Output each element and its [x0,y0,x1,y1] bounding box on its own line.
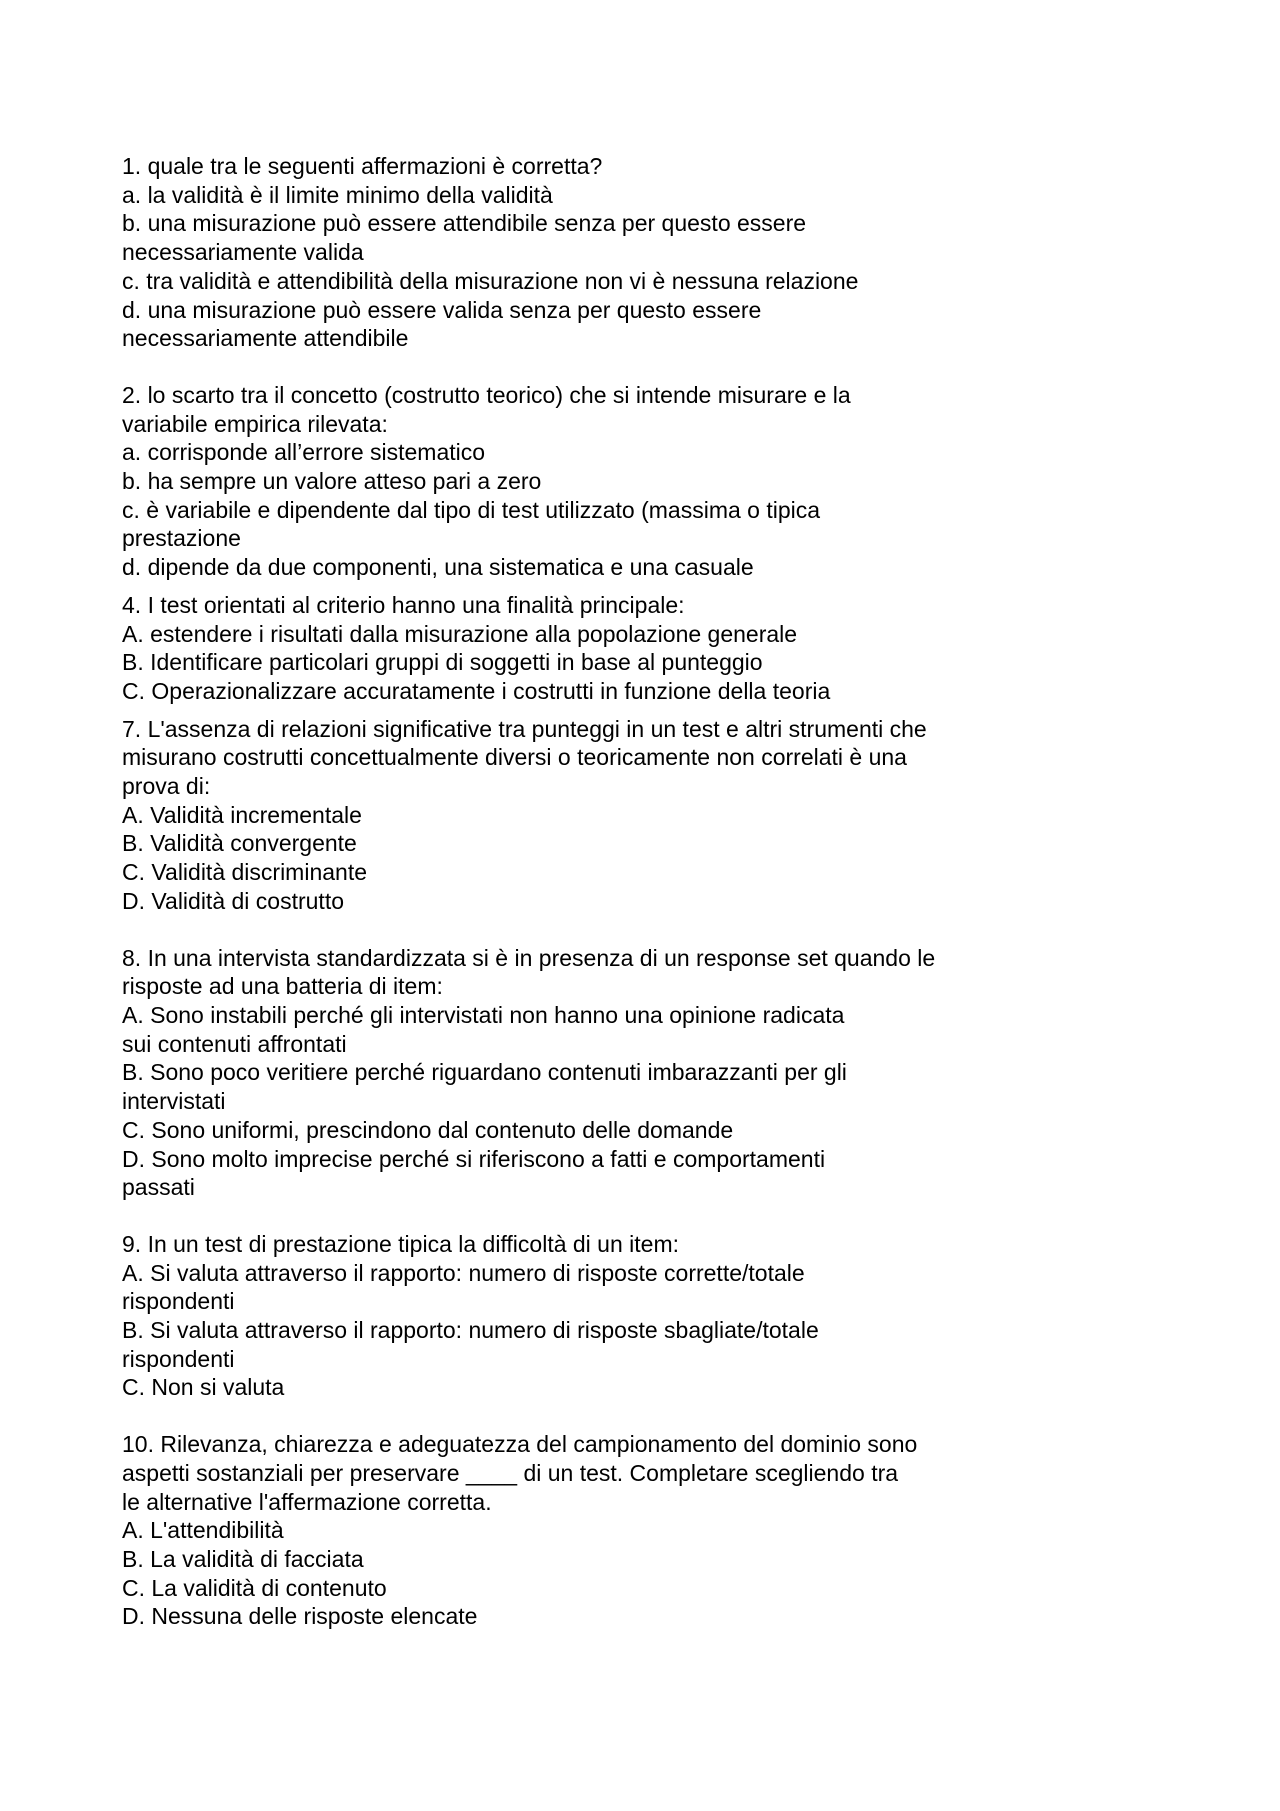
question-1-option-d-cont: necessariamente attendibile [122,325,409,352]
spacer [122,706,1122,715]
question-2 [122,381,1122,582]
question-2-prompt: 2. lo scarto tra il concetto (costrutto teorico) che si intende misurare e la [122,381,851,408]
question-10-option-d: D. Nessuna delle risposte elencate [122,1603,478,1630]
question-1-option-b: b. una misurazione può essere attendibile senza per questo essere [122,210,807,237]
question-1-prompt: 1. quale tra le seguenti affermazioni è corretta? [122,153,603,179]
question-8-option-d: D. Sono molto imprecise perché si riferiscono a fatti e comportamenti [122,1145,826,1172]
question-2-option-a: a. corrisponde all’errore sistematico [122,439,486,466]
question-1-option-d: d. una misurazione può essere valida senza per questo essere [122,296,762,323]
spacer [122,1202,1122,1230]
question-7-option-a: A. Validità incrementale [122,801,362,828]
spacer [122,353,1122,381]
spacer [122,582,1122,591]
question-4 [122,591,1122,706]
question-4-option-c: C. Operazionalizzare accuratamente i costrutti in funzione della teoria [122,677,831,704]
question-8 [122,944,1122,1202]
question-8-option-b: B. Sono poco veritiere perché riguardano contenuti imbarazzanti per gli [122,1059,847,1086]
spacer [122,1402,1122,1430]
question-10-prompt-cont-1: aspetti sostanziali per preservare ____ di un test. Completare scegliendo tra [122,1459,899,1486]
question-7-prompt-cont-1: misurano costrutti concettualmente diversi o teoricamente non correlati è una [122,744,907,771]
question-9-option-a: A. Si valuta attraverso il rapporto: numero di risposte corrette/totale [122,1259,805,1286]
question-7-prompt-cont-2: prova di: [122,773,211,800]
question-2-option-d: d. dipende da due componenti, una sistematica e una casuale [122,554,754,581]
question-9-option-a-cont: rispondenti [122,1288,235,1315]
question-1-option-b-cont: necessariamente valida [122,239,364,266]
question-10-prompt-cont-2: le alternative l'affermazione corretta. [122,1488,492,1515]
question-4-prompt: 4. I test orientati al criterio hanno una finalità principale: [122,591,685,618]
question-2-prompt-cont: variabile empirica rilevata: [122,410,388,437]
question-10-option-b: B. La validità di facciata [122,1545,364,1572]
question-1 [122,152,1122,353]
question-10-option-c: C. La validità di contenuto [122,1574,387,1601]
question-8-option-c: C. Sono uniformi, prescindono dal contenuto delle domande [122,1116,734,1143]
question-9-option-c: C. Non si valuta [122,1374,285,1401]
question-8-option-d-cont: passati [122,1174,195,1201]
question-7 [122,715,1122,916]
question-7-option-b: B. Validità convergente [122,830,357,857]
question-2-option-c: c. è variabile e dipendente dal tipo di test utilizzato (massima o tipica [122,496,821,523]
question-2-option-b: b. ha sempre un valore atteso pari a zero [122,468,542,495]
question-8-prompt: 8. In una intervista standardizzata si è in presenza di un response set quando le [122,944,936,971]
spacer [122,916,1122,944]
question-9-option-b: B. Si valuta attraverso il rapporto: numero di risposte sbagliate/totale [122,1317,819,1344]
question-10 [122,1430,1122,1631]
question-10-prompt: 10. Rilevanza, chiarezza e adeguatezza del campionamento del dominio sono [122,1431,918,1458]
question-4-option-a: A. estendere i risultati dalla misurazione alla popolazione generale [122,620,798,647]
question-10-option-a: A. L'attendibilità [122,1517,284,1544]
question-8-option-a-cont: sui contenuti affrontati [122,1030,347,1057]
question-1-option-a: a. la validità è il limite minimo della validità [122,181,553,208]
question-9 [122,1230,1122,1402]
question-8-option-b-cont: intervistati [122,1088,226,1115]
question-8-prompt-cont: risposte ad una batteria di item: [122,973,443,1000]
question-7-option-d: D. Validità di costrutto [122,887,345,914]
document-body [122,152,1122,1631]
question-2-option-c-cont: prestazione [122,525,241,552]
question-7-option-c: C. Validità discriminante [122,859,368,886]
question-4-option-b: B. Identificare particolari gruppi di soggetti in base al punteggio [122,649,763,676]
question-9-prompt: 9. In un test di prestazione tipica la difficoltà di un item: [122,1230,679,1257]
question-7-prompt: 7. L'assenza di relazioni significative tra punteggi in un test e altri strumenti che [122,715,927,742]
question-9-option-b-cont: rispondenti [122,1345,235,1372]
question-1-option-c: c. tra validità e attendibilità della misurazione non vi è nessuna relazione [122,267,859,294]
question-8-option-a: A. Sono instabili perché gli intervistati non hanno una opinione radicata [122,1001,845,1028]
